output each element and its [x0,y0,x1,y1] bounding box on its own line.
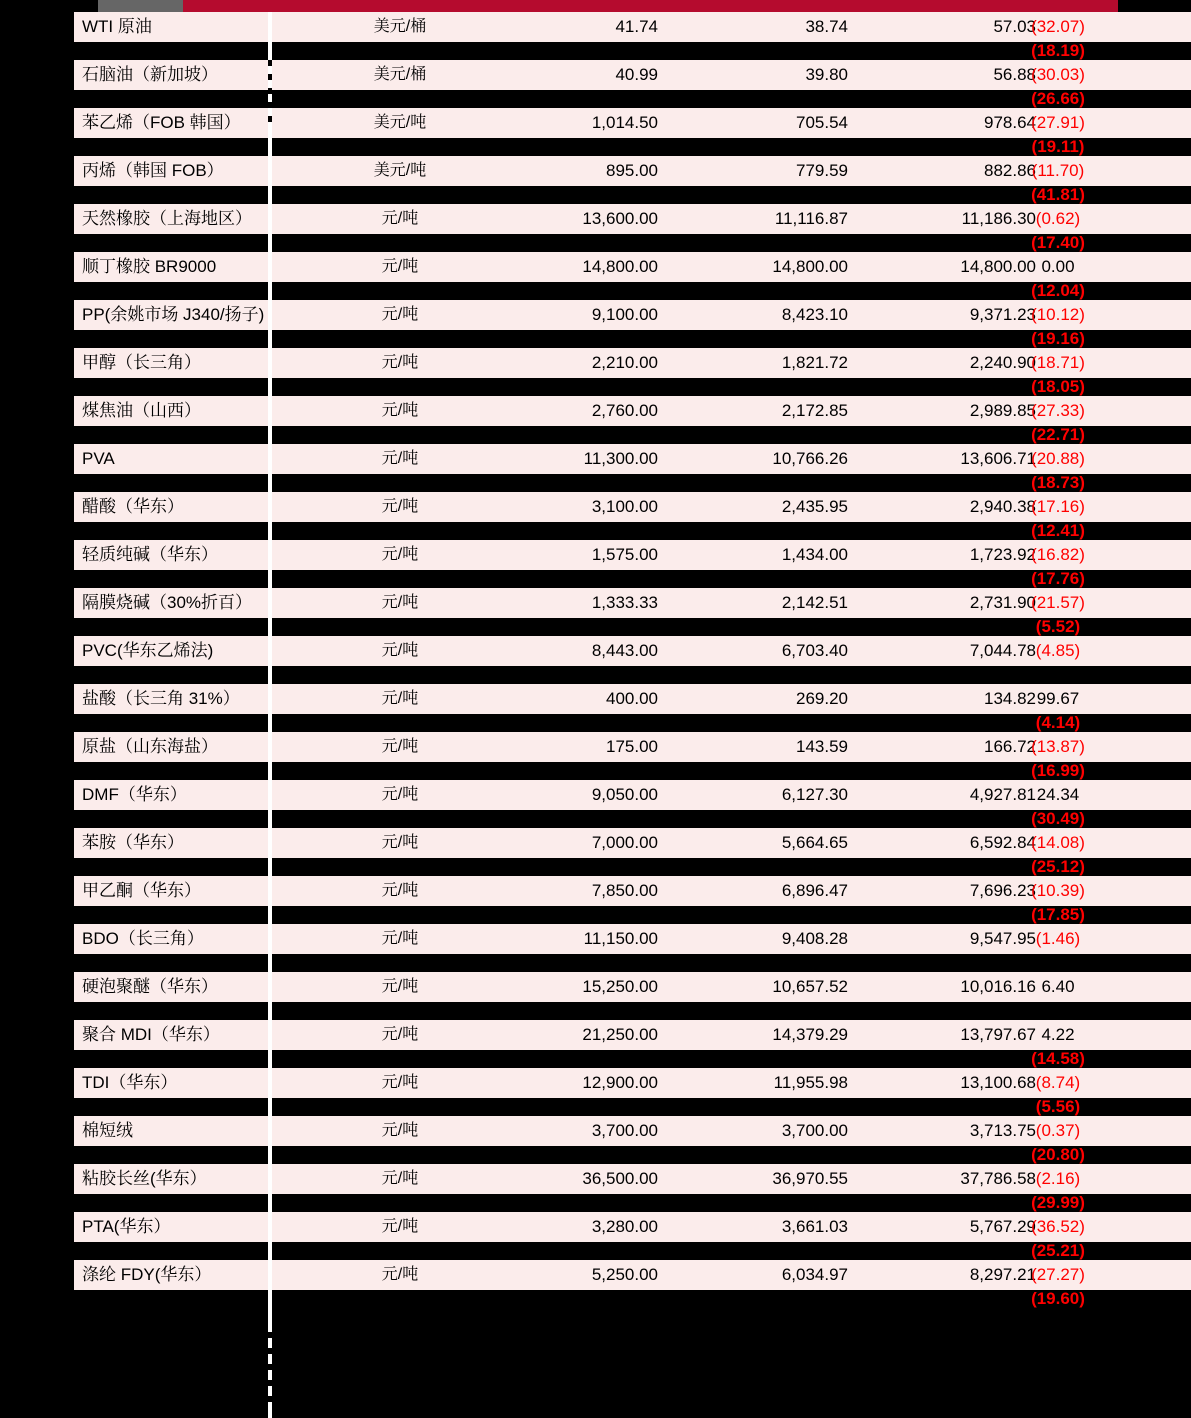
table-row-group [0,636,1191,684]
table-subrow [74,90,1191,108]
table-row[interactable] [74,1164,1191,1194]
cell-name: PVC(华东乙烯法) [82,641,214,660]
cell-v2: 39.80 [805,65,848,84]
table-row[interactable] [74,1068,1191,1098]
cell-name: 甲乙酮（华东） [82,881,201,900]
cell-v1: 1,575.00 [591,545,658,564]
cell-v1: 15,250.00 [582,977,658,996]
table-subrow [74,426,1191,444]
cell-v2: 11,116.87 [774,209,848,228]
cell-v3: 5,767.29 [969,1217,1036,1236]
cell-v4: 6.40 [1041,977,1075,996]
cell-name: TDI（华东） [82,1073,178,1092]
table-subrow [74,1050,1191,1068]
table-subrow [74,378,1191,396]
cell-unit: 元/吨 [381,642,419,659]
cell-v4: (4.85) [1035,641,1081,660]
cell-v4: (17.16) [1031,497,1085,516]
cell-v2: 3,700.00 [781,1121,848,1140]
cell-unit: 元/吨 [381,1218,419,1235]
cell-v1: 14,800.00 [582,257,658,276]
cell-name: PP(余姚市场 J340/扬子) [82,305,265,324]
cell-v2: 2,142.51 [781,593,848,612]
cell-v2: 6,896.47 [781,881,848,900]
table-row[interactable] [74,60,1191,90]
cell-v1: 3,700.00 [591,1121,658,1140]
topbar-gray-segment [98,0,183,12]
cell-unit: 元/吨 [381,930,419,947]
cell-v3: 14,800.00 [960,257,1036,276]
table-row-group [0,684,1191,732]
cell-sub: (5.52) [1035,617,1081,636]
cell-sub: (17.76) [1031,569,1085,588]
cell-sub: (18.73) [1031,473,1085,492]
cell-v4: (14.08) [1031,833,1085,852]
cell-v4: (8.74) [1035,1073,1081,1092]
cell-v2: 6,127.30 [781,785,848,804]
table-row-group [0,12,1191,60]
cell-v3: 166.72 [984,737,1036,756]
cell-v1: 175.00 [606,737,658,756]
cell-v2: 6,703.40 [781,641,848,660]
table-row[interactable] [74,1020,1191,1050]
cell-unit: 元/吨 [381,1026,419,1043]
cell-name: 醋酸（华东） [82,497,184,516]
cell-v3: 9,371.23 [969,305,1036,324]
cell-v4: (27.27) [1031,1265,1085,1284]
cell-sub: (12.04) [1031,281,1085,300]
table-subrow [74,1146,1191,1164]
table-subrow [74,906,1191,924]
cell-v3: 7,044.78 [969,641,1036,660]
cell-sub: (25.21) [1031,1241,1085,1260]
cell-name: 苯胺（华东） [82,833,184,852]
table-row-group [0,1020,1191,1068]
cell-v1: 3,100.00 [591,497,658,516]
table-row-group [0,1260,1191,1308]
cell-name: PVA [82,449,115,468]
table-row[interactable] [74,444,1191,474]
cell-v4: (20.88) [1031,449,1085,468]
cell-v2: 1,434.00 [781,545,848,564]
cell-name: BDO（长三角） [82,929,204,948]
table-row-group [0,156,1191,204]
cell-name: WTI 原油 [82,17,152,36]
cell-name: PTA(华东） [82,1217,171,1236]
table-row[interactable] [74,396,1191,426]
cell-unit: 元/吨 [381,354,419,371]
table-row[interactable] [74,12,1191,42]
cell-v3: 2,731.90 [969,593,1036,612]
table-subrow [74,522,1191,540]
cell-v2: 269.20 [796,689,848,708]
table-row[interactable] [74,972,1191,1002]
cell-sub: (17.40) [1031,233,1085,252]
table-row[interactable] [74,1260,1191,1290]
cell-sub: (4.14) [1035,713,1081,732]
cell-v3: 2,240.90 [969,353,1036,372]
cell-v2: 2,172.85 [781,401,848,420]
cell-v3: 13,100.68 [960,1073,1036,1092]
top-decorative-bar [0,0,1191,12]
table-row[interactable] [74,108,1191,138]
cell-v4: 99.67 [1036,689,1080,708]
table-subrow [74,1098,1191,1116]
cell-name: 天然橡胶（上海地区） [82,209,252,228]
table-row[interactable] [74,1212,1191,1242]
cell-sub: (29.99) [1031,1193,1085,1212]
table-subrow [74,714,1191,732]
table-row-group [0,1164,1191,1212]
table-row[interactable] [74,1116,1191,1146]
cell-v4: 0.00 [1041,257,1075,276]
cell-v4: (21.57) [1031,593,1085,612]
table-row-group [0,1212,1191,1260]
table-row-group [0,1068,1191,1116]
table-row-group [0,1116,1191,1164]
cell-sub: (17.85) [1031,905,1085,924]
cell-v3: 2,989.85 [969,401,1036,420]
table-row[interactable] [74,156,1191,186]
cell-v4: (30.03) [1031,65,1085,84]
cell-v4: (11.70) [1031,161,1085,180]
cell-unit: 元/吨 [381,210,419,227]
table-row-group [0,876,1191,924]
cell-v4: (10.12) [1031,305,1085,324]
cell-unit: 元/吨 [381,1074,419,1091]
cell-v4: (16.82) [1031,545,1085,564]
cell-v3: 4,927.81 [969,785,1036,804]
cell-name: 涤纶 FDY(华东） [82,1265,212,1284]
cell-unit: 元/吨 [381,738,419,755]
cell-name: 甲醇（长三角） [82,353,201,372]
table-row-group [0,924,1191,972]
cell-v1: 1,333.33 [591,593,658,612]
cell-name: 石脑油（新加坡） [82,65,218,84]
cell-v4: (27.91) [1031,113,1085,132]
cell-unit: 美元/吨 [373,162,427,179]
cell-v1: 5,250.00 [591,1265,658,1284]
table-row[interactable] [74,204,1191,234]
cell-unit: 元/吨 [381,450,419,467]
table-subrow [74,1002,1191,1020]
table-subrow [74,42,1191,60]
cell-sub: (5.56) [1035,1097,1081,1116]
cell-v1: 13,600.00 [582,209,658,228]
cell-sub: (22.71) [1031,425,1085,444]
table-row-group [0,396,1191,444]
cell-sub: (26.66) [1031,89,1085,108]
table-row-group [0,492,1191,540]
cell-v2: 14,379.29 [772,1025,848,1044]
cell-name: 轻质纯碱（华东） [82,545,218,564]
table-row[interactable] [74,588,1191,618]
cell-v1: 36,500.00 [582,1169,658,1188]
cell-v1: 9,050.00 [591,785,658,804]
cell-sub: (41.81) [1031,185,1085,204]
cell-v2: 14,800.00 [772,257,848,276]
table-row[interactable] [74,252,1191,282]
cell-v2: 8,423.10 [781,305,848,324]
cell-v1: 8,443.00 [591,641,658,660]
cell-name: 盐酸（长三角 31%） [82,689,240,708]
cell-v1: 3,280.00 [591,1217,658,1236]
table-row-group [0,60,1191,108]
cell-unit: 元/吨 [381,1266,419,1283]
cell-unit: 元/吨 [381,258,419,275]
cell-v3: 37,786.58 [960,1169,1036,1188]
cell-sub: (18.19) [1031,41,1085,60]
table-subrow [74,282,1191,300]
cell-name: 原盐（山东海盐） [82,737,218,756]
cell-v3: 11,186.30 [961,209,1036,228]
cell-v4: (32.07) [1031,17,1085,36]
table-row[interactable] [74,636,1191,666]
table-subrow [74,954,1191,972]
cell-unit: 元/吨 [381,402,419,419]
cell-v3: 10,016.16 [960,977,1036,996]
cell-v2: 6,034.97 [781,1265,848,1284]
cell-sub: (19.16) [1031,329,1085,348]
cell-v1: 21,250.00 [582,1025,658,1044]
cell-unit: 元/吨 [381,786,419,803]
cell-v4: (18.71) [1031,353,1085,372]
cell-v3: 882.86 [984,161,1036,180]
cell-unit: 元/吨 [381,834,419,851]
cell-v2: 3,661.03 [781,1217,848,1236]
table-subrow [74,666,1191,684]
cell-name: 硬泡聚醚（华东） [82,977,218,996]
topbar-crimson-segment [183,0,1118,12]
table-row-group [0,108,1191,156]
table-row[interactable] [74,492,1191,522]
cell-name: 丙烯（韩国 FOB） [82,161,224,180]
cell-v2: 10,657.52 [772,977,848,996]
bottom-filler [0,1378,1191,1418]
cell-sub: (20.80) [1031,1145,1085,1164]
table-subrow [74,138,1191,156]
table-row-group [0,348,1191,396]
cell-v3: 978.64 [984,113,1036,132]
table-subrow [74,570,1191,588]
cell-v2: 11,955.98 [773,1073,848,1092]
cell-v4: (27.33) [1031,401,1085,420]
cell-unit: 美元/吨 [373,114,427,131]
cell-v4: (10.39) [1031,881,1085,900]
cell-sub: (16.99) [1031,761,1085,780]
table-row-group [0,204,1191,252]
table-row[interactable] [74,924,1191,954]
cell-sub: (30.49) [1031,809,1085,828]
cell-v3: 13,606.71 [960,449,1036,468]
cell-v3: 3,713.75 [969,1121,1036,1140]
table-row-group [0,732,1191,780]
table-row[interactable] [74,348,1191,378]
cell-unit: 元/吨 [381,306,419,323]
table-subrow [74,474,1191,492]
cell-name: 顺丁橡胶 BR9000 [82,257,217,276]
table-subrow [74,1194,1191,1212]
cell-v3: 6,592.84 [969,833,1036,852]
cell-unit: 美元/桶 [373,18,427,35]
table-row[interactable] [74,780,1191,810]
cell-v3: 1,723.92 [969,545,1036,564]
cell-unit: 元/吨 [381,546,419,563]
table-subrow [74,1242,1191,1260]
cell-v1: 40.99 [615,65,658,84]
cell-sub: (19.60) [1031,1289,1085,1308]
cell-v3: 8,297.21 [969,1265,1036,1284]
cell-name: 隔膜烧碱（30%折百） [82,593,253,612]
cell-sub: (19.11) [1031,137,1085,156]
table-row-group [0,780,1191,828]
cell-v2: 10,766.26 [772,449,848,468]
cell-unit: 元/吨 [381,498,419,515]
cell-v4: (36.52) [1031,1217,1085,1236]
cell-v4: 24.34 [1036,785,1080,804]
cell-v2: 36,970.55 [772,1169,848,1188]
table-row-group [0,540,1191,588]
cell-sub: (18.05) [1031,377,1085,396]
table-subrow [74,618,1191,636]
table-subrow [74,186,1191,204]
cell-name: DMF（华东） [82,785,187,804]
cell-sub: (25.12) [1031,857,1085,876]
table-row[interactable] [74,828,1191,858]
cell-v3: 9,547.95 [969,929,1036,948]
cell-v1: 12,900.00 [582,1073,658,1092]
table-subrow [74,330,1191,348]
cell-v1: 11,150.00 [583,929,658,948]
table-subrow [74,234,1191,252]
cell-v1: 7,850.00 [591,881,658,900]
commodity-price-table [0,12,1191,1308]
cell-sub: (12.41) [1031,521,1085,540]
cell-v2: 5,664.65 [781,833,848,852]
table-row[interactable] [74,540,1191,570]
table-row-group [0,252,1191,300]
cell-v1: 7,000.00 [591,833,658,852]
cell-unit: 元/吨 [381,594,419,611]
table-subrow [74,858,1191,876]
cell-v2: 143.59 [796,737,848,756]
cell-v4: (0.37) [1035,1121,1081,1140]
cell-v2: 705.54 [796,113,848,132]
cell-unit: 元/吨 [381,882,419,899]
table-row-group [0,972,1191,1020]
cell-name: 苯乙烯（FOB 韩国） [82,113,241,132]
cell-unit: 美元/桶 [373,66,427,83]
vertical-column-rule [268,12,272,1418]
cell-v1: 11,300.00 [583,449,658,468]
cell-v4: (2.16) [1035,1169,1081,1188]
cell-v2: 1,821.72 [781,353,848,372]
cell-unit: 元/吨 [381,1170,419,1187]
cell-v4: (13.87) [1031,737,1085,756]
table-subrow [74,810,1191,828]
cell-v3: 56.88 [993,65,1036,84]
table-row-group [0,300,1191,348]
cell-v3: 7,696.23 [969,881,1036,900]
table-row[interactable] [74,876,1191,906]
table-row[interactable] [74,732,1191,762]
cell-v1: 2,760.00 [591,401,658,420]
cell-v4: (1.46) [1035,929,1081,948]
cell-v1: 2,210.00 [591,353,658,372]
cell-v3: 134.82 [984,689,1036,708]
cell-name: 粘胶长丝(华东） [82,1169,207,1188]
cell-v3: 2,940.38 [969,497,1036,516]
table-row[interactable] [74,300,1191,330]
table-subrow [74,1290,1191,1308]
cell-v1: 400.00 [606,689,658,708]
cell-unit: 元/吨 [381,690,419,707]
cell-name: 棉短绒 [82,1121,133,1140]
cell-name: 煤焦油（山西） [82,401,201,420]
table-row-group [0,828,1191,876]
cell-v2: 779.59 [796,161,848,180]
cell-v3: 57.03 [993,17,1036,36]
cell-v1: 895.00 [606,161,658,180]
cell-sub: (14.58) [1031,1049,1085,1068]
table-subrow [74,762,1191,780]
cell-unit: 元/吨 [381,1122,419,1139]
cell-v3: 13,797.67 [960,1025,1036,1044]
cell-name: 聚合 MDI（华东） [82,1025,220,1044]
cell-v2: 38.74 [805,17,848,36]
cell-v4: 4.22 [1041,1025,1075,1044]
cell-v1: 9,100.00 [591,305,658,324]
cell-unit: 元/吨 [381,978,419,995]
table-row-group [0,444,1191,492]
cell-v2: 2,435.95 [781,497,848,516]
cell-v2: 9,408.28 [781,929,848,948]
table-row[interactable] [74,684,1191,714]
table-row-group [0,588,1191,636]
cell-v1: 1,014.50 [591,113,658,132]
cell-v1: 41.74 [615,17,658,36]
cell-v4: (0.62) [1035,209,1081,228]
